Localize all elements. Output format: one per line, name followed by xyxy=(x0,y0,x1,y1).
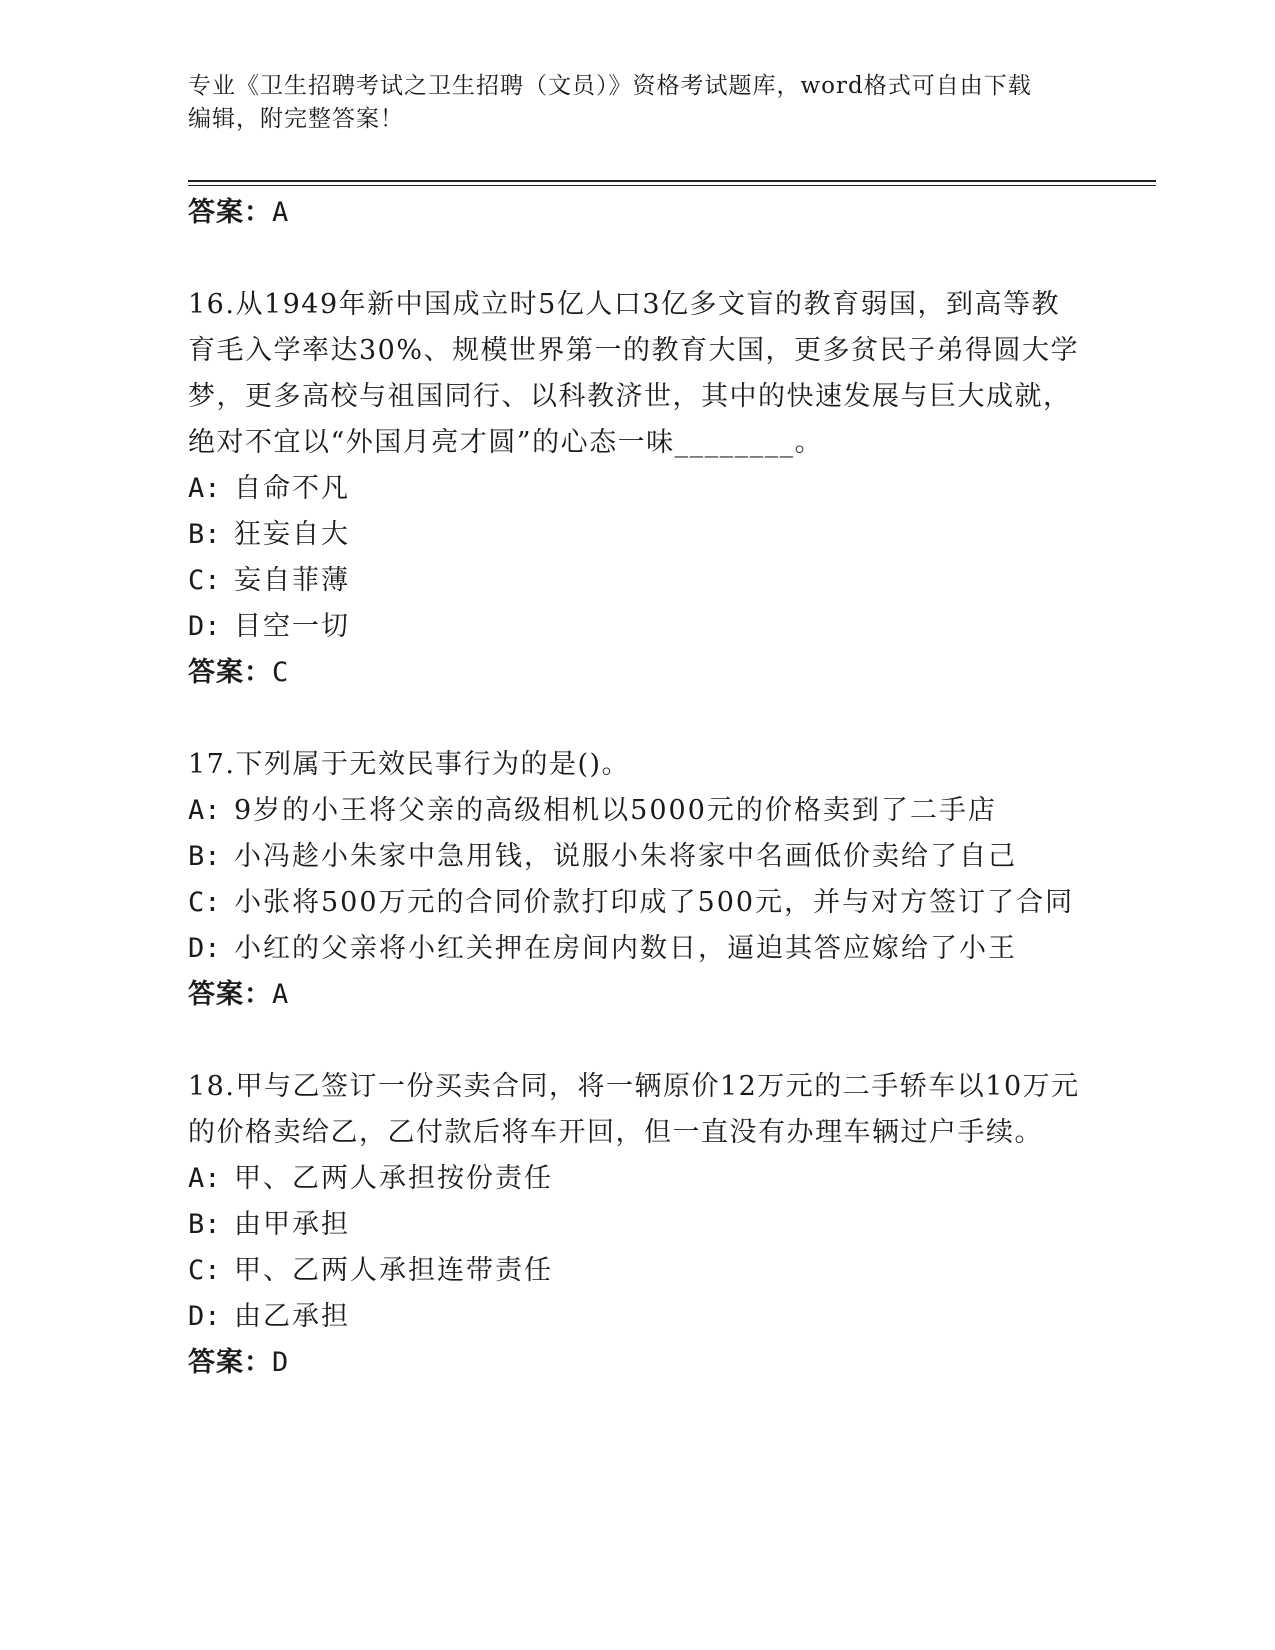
answer-line xyxy=(188,1340,1088,1386)
option-text: 自命不凡 xyxy=(234,473,350,504)
answer-line xyxy=(188,190,1088,236)
option-key: B: xyxy=(188,841,221,872)
header-line-2: 编辑，附完整答案！ xyxy=(188,106,404,132)
option-text: 妄自菲薄 xyxy=(234,565,350,596)
header-rule-thin xyxy=(188,185,1156,186)
question-stem: 17.下列属于无效民事行为的是()。 xyxy=(188,749,631,780)
answer-line xyxy=(188,972,1088,1018)
question-17 xyxy=(188,742,1088,1018)
answer-value: D xyxy=(272,1347,290,1378)
option-text: 甲、乙两人承担连带责任 xyxy=(234,1255,553,1286)
option-text: 小红的父亲将小红关押在房间内数日，逼迫其答应嫁给了小王 xyxy=(234,933,1017,964)
option-text: 小冯趁小朱家中急用钱，说服小朱将家中名画低价卖给了自己 xyxy=(234,841,1017,872)
question-stem: 16.从1949年新中国成立时5亿人口3亿多文盲的教育弱国，到高等教育毛入学率达30%、规模世界第一的教育大国，更多贫民子弟得圆大学梦，更多高校与祖国同行、以科教济世，其中的快速发展与巨大成就，绝对不宜以“外国月亮才圆”的心态一味________。 xyxy=(188,289,1080,458)
option-key: A: xyxy=(188,1163,221,1194)
answer-label: 答案： xyxy=(188,657,272,688)
answer-value: C xyxy=(272,657,290,688)
option-text: 狂妄自大 xyxy=(234,519,350,550)
answer-label: 答案： xyxy=(188,979,272,1010)
option-a xyxy=(188,788,1088,834)
question-16 xyxy=(188,282,1088,696)
option-key: C: xyxy=(188,887,221,918)
answer-label: 答案： xyxy=(188,197,272,228)
option-b xyxy=(188,1202,1088,1248)
header-rule-thick xyxy=(188,180,1156,182)
option-key: B: xyxy=(188,1209,221,1240)
option-key: A: xyxy=(188,473,221,504)
option-text: 甲、乙两人承担按份责任 xyxy=(234,1163,553,1194)
option-text: 由甲承担 xyxy=(234,1209,350,1240)
option-d xyxy=(188,1294,1088,1340)
option-c xyxy=(188,558,1088,604)
option-key: D: xyxy=(188,611,221,642)
option-a xyxy=(188,1156,1088,1202)
option-text: 由乙承担 xyxy=(234,1301,350,1332)
question-stem: 18.甲与乙签订一份买卖合同，将一辆原价12万元的二手轿车以10万元的价格卖给乙，乙付款后将车开回，但一直没有办理车辆过户手续。 xyxy=(188,1071,1080,1148)
option-b xyxy=(188,834,1088,880)
option-c xyxy=(188,1248,1088,1294)
page-header xyxy=(188,70,1088,136)
option-key: D: xyxy=(188,1301,221,1332)
document-body xyxy=(188,190,1088,1386)
option-text: 目空一切 xyxy=(234,611,350,642)
answer-value: A xyxy=(272,197,290,228)
answer-label: 答案： xyxy=(188,1347,272,1378)
answer-value: A xyxy=(272,979,290,1010)
option-c xyxy=(188,880,1088,926)
option-a xyxy=(188,466,1088,512)
option-key: C: xyxy=(188,565,221,596)
option-key: B: xyxy=(188,519,221,550)
option-text: 9岁的小王将父亲的高级相机以5000元的价格卖到了二手店 xyxy=(234,795,997,826)
option-key: A: xyxy=(188,795,221,826)
option-d xyxy=(188,604,1088,650)
option-text: 小张将500万元的合同价款打印成了500元，并与对方签订了合同 xyxy=(234,887,1075,918)
header-line-1: 专业《卫生招聘考试之卫生招聘（文员）》资格考试题库，word格式可自由下载 xyxy=(188,73,1032,99)
option-b xyxy=(188,512,1088,558)
option-key: C: xyxy=(188,1255,221,1286)
question-18 xyxy=(188,1064,1088,1386)
option-d xyxy=(188,926,1088,972)
option-key: D: xyxy=(188,933,221,964)
answer-line xyxy=(188,650,1088,696)
